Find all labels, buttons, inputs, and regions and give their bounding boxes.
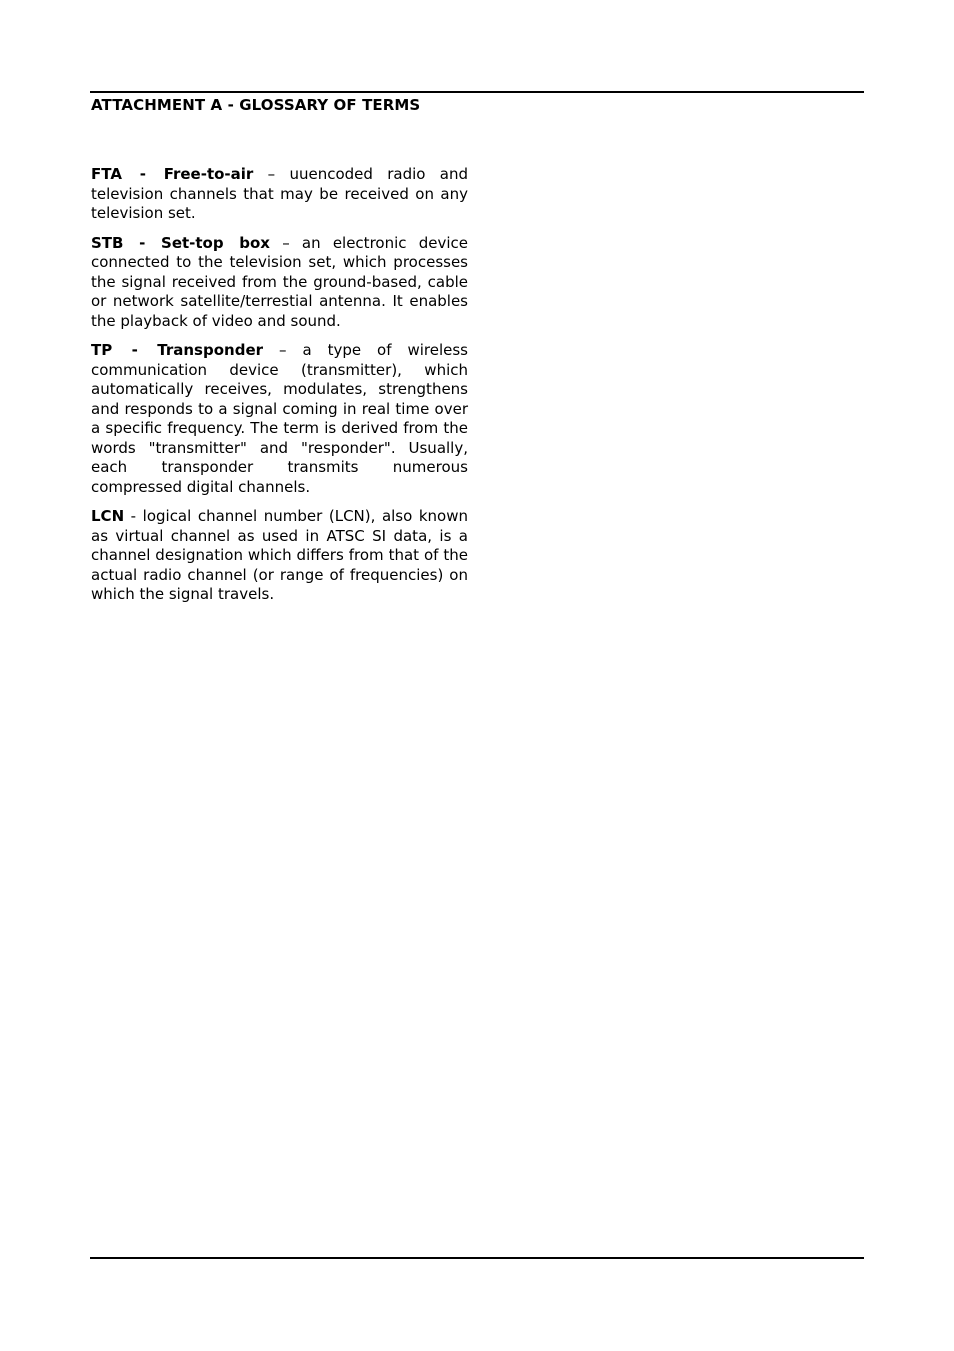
- term-separator: -: [124, 507, 143, 525]
- glossary-term: LCN: [91, 507, 125, 525]
- glossary-entry-fta: [91, 165, 468, 224]
- glossary-definition: an electronic device connected to the television set, which processes the signal received from the ground-based, cable or network satellite/terrestial antenna. It enables the playback of video and sound.: [91, 233, 468, 330]
- glossary-term: TP - Transponder: [91, 341, 264, 359]
- header-rule: [90, 91, 864, 93]
- glossary-term: STB - Set-top box: [91, 233, 270, 252]
- glossary-term: FTA - Free-to-air: [91, 165, 254, 183]
- glossary-entry-tp: [91, 341, 468, 497]
- term-separator: –: [263, 341, 303, 359]
- glossary-definition: a type of wireless communication device (transmitter), which automatically receives, modulates, strengthens and responds to a signal coming in real time over a specific frequency. The term is derived from the words "transmitter" and "responder". Usually, each transponder transmits numerous compressed digital channels.: [91, 341, 468, 496]
- glossary-entry-stb: [91, 234, 468, 332]
- page-title: ATTACHMENT A - GLOSSARY OF TERMS: [91, 96, 421, 114]
- glossary-list: [91, 165, 468, 615]
- term-separator: –: [269, 233, 302, 252]
- glossary-definition: uuencoded radio and television channels that may be received on any television set.: [91, 165, 468, 222]
- glossary-definition: logical channel number (LCN), also known as virtual channel as used in ATSC SI data, is a channel designation which differs from that of the actual radio channel (or range of frequencies) on which the signal travels.: [91, 507, 468, 603]
- term-separator: –: [253, 165, 290, 183]
- glossary-entry-lcn: [91, 507, 468, 605]
- footer-rule: [90, 1257, 864, 1259]
